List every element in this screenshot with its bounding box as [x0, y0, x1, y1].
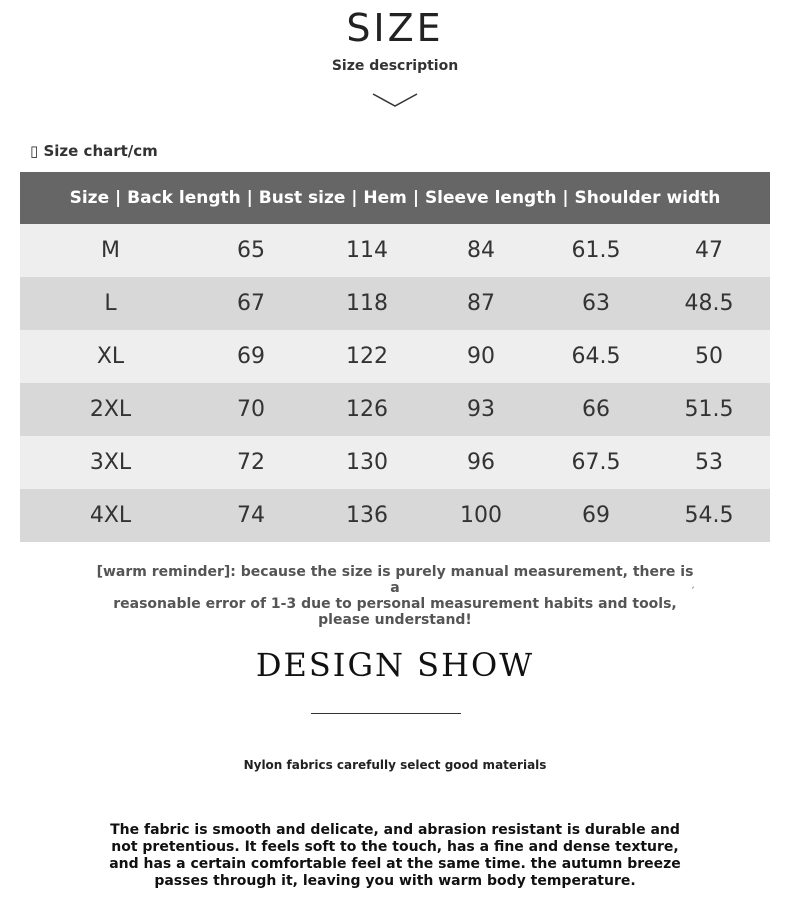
description-line: passes through it, leaving you with warm body temperature. — [154, 873, 636, 889]
table-row — [20, 436, 770, 489]
table-header: Size | Back length | Bust size | Hem | Sleeve length | Shoulder width — [20, 172, 770, 224]
table-cell: 96 — [467, 450, 495, 475]
table-cell: 72 — [237, 450, 265, 475]
table-cell: 126 — [346, 397, 388, 422]
table-cell: 87 — [467, 291, 495, 316]
description-line: not pretentious. It feels soft to the touch, has a fine and dense texture, — [111, 839, 679, 855]
reminder-line: [warm reminder]: because the size is purely manual measurement, there is a — [96, 564, 694, 596]
table-cell: 65 — [237, 238, 265, 263]
table-cell: 63 — [582, 291, 610, 316]
reminder-line: reasonable error of 1-3 due to personal measurement habits and tools, — [113, 596, 677, 612]
table-row — [20, 224, 770, 277]
table-cell: 67 — [237, 291, 265, 316]
size-chart-label: ▯ Size chart/cm — [30, 142, 158, 160]
table-cell: 47 — [695, 238, 723, 263]
description-line: The fabric is smooth and delicate, and abrasion resistant is durable and — [110, 822, 680, 838]
table-cell: 54.5 — [684, 503, 734, 528]
table-cell: 4XL — [89, 503, 132, 528]
page-title: SIZE — [346, 6, 444, 50]
table-cell: 3XL — [89, 450, 132, 475]
table-cell: 61.5 — [571, 238, 621, 263]
table-cell: 66 — [582, 397, 610, 422]
table-cell: 53 — [695, 450, 723, 475]
reminder-line: please understand! — [318, 612, 472, 628]
table-cell: L — [104, 291, 117, 316]
table-cell: 122 — [346, 344, 388, 369]
table-cell: 69 — [237, 344, 265, 369]
table-cell: 67.5 — [571, 450, 621, 475]
table-cell: 100 — [460, 503, 502, 528]
table-cell: 50 — [695, 344, 723, 369]
table-cell: 130 — [346, 450, 388, 475]
design-tagline: Nylon fabrics carefully select good materials — [243, 758, 547, 772]
page-subtitle: Size description — [331, 58, 459, 74]
table-cell: 74 — [237, 503, 265, 528]
table-cell: 93 — [467, 397, 495, 422]
table-cell: XL — [96, 344, 125, 369]
table-cell: 69 — [582, 503, 610, 528]
table-cell: 70 — [237, 397, 265, 422]
table-cell: 136 — [346, 503, 388, 528]
table-cell: 90 — [467, 344, 495, 369]
table-row — [20, 383, 770, 436]
fabric-description — [100, 822, 690, 890]
table-row — [20, 277, 770, 330]
warm-reminder — [90, 564, 700, 628]
table-cell: 51.5 — [684, 397, 734, 422]
table-cell: 48.5 — [684, 291, 734, 316]
table-cell: 64.5 — [571, 344, 621, 369]
tick-mark-icon: ˏ — [690, 578, 695, 589]
table-cell: 114 — [346, 238, 388, 263]
table-cell: 84 — [467, 238, 495, 263]
table-cell: M — [101, 238, 120, 263]
description-line: and has a certain comfortable feel at the same time. the autumn breeze — [109, 856, 681, 872]
table-row — [20, 489, 770, 542]
chevron-down-icon — [372, 92, 418, 108]
design-show-title: DESIGN SHOW — [255, 646, 535, 684]
table-cell: 2XL — [89, 397, 132, 422]
table-cell: 118 — [346, 291, 388, 316]
table-row — [20, 330, 770, 383]
size-table — [20, 172, 770, 542]
divider — [311, 713, 461, 714]
